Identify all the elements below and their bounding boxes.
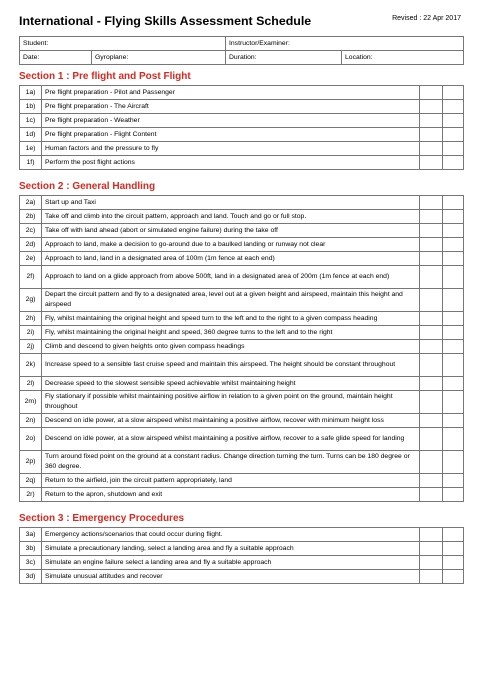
assessment-box-1[interactable] (420, 156, 443, 170)
skill-row (20, 289, 464, 312)
skill-description: Fly, whilst maintaining the original height and speed, 360 degree turns to the left and to the right (42, 326, 420, 340)
skill-number: 2l) (20, 377, 42, 391)
skill-row (20, 377, 464, 391)
assessment-box-2[interactable] (443, 488, 464, 502)
skill-row (20, 570, 464, 584)
skill-description: Approach to land, make a decision to go-around due to a baulked landing or runway not clear (42, 238, 420, 252)
assessment-box-2[interactable] (443, 142, 464, 156)
skill-description: Fly stationary if possible whilst maintaining positive airflow in relation to a given point on the ground, maintain height throughout (42, 391, 420, 414)
skill-description: Simulate a precautionary landing, select a landing area and fly a suitable approach (42, 542, 420, 556)
skill-number: 2r) (20, 488, 42, 502)
assessment-box-2[interactable] (443, 428, 464, 451)
assessment-box-2[interactable] (443, 326, 464, 340)
assessment-box-2[interactable] (443, 542, 464, 556)
assessment-box-1[interactable] (420, 326, 443, 340)
skill-description: Pre flight preparation - Pilot and Passenger (42, 86, 420, 100)
skill-number: 3d) (20, 570, 42, 584)
duration-field[interactable]: Duration: (226, 51, 342, 65)
skill-description: Human factors and the pressure to fly (42, 142, 420, 156)
skill-description: Start up and Taxi (42, 196, 420, 210)
assessment-box-1[interactable] (420, 570, 443, 584)
skill-number: 1d) (20, 128, 42, 142)
skill-description: Decrease speed to the slowest sensible speed achievable whilst maintaining height (42, 377, 420, 391)
assessment-box-1[interactable] (420, 224, 443, 238)
assessment-box-2[interactable] (443, 86, 464, 100)
skill-number: 1f) (20, 156, 42, 170)
assessment-box-2[interactable] (443, 556, 464, 570)
skill-number: 1e) (20, 142, 42, 156)
skill-row (20, 428, 464, 451)
assessment-box-2[interactable] (443, 528, 464, 542)
skill-row (20, 556, 464, 570)
assessment-box-2[interactable] (443, 252, 464, 266)
assessment-box-1[interactable] (420, 142, 443, 156)
assessment-box-2[interactable] (443, 414, 464, 428)
skill-description: Simulate an engine failure select a landing area and fly a suitable approach (42, 556, 420, 570)
skill-description: Approach to land, land in a designated area of 100m (1m fence at each end) (42, 252, 420, 266)
skill-number: 3c) (20, 556, 42, 570)
skill-number: 1b) (20, 100, 42, 114)
skill-row (20, 326, 464, 340)
section-1-table (19, 85, 464, 170)
skill-number: 3b) (20, 542, 42, 556)
skill-number: 2p) (20, 451, 42, 474)
skill-number: 1c) (20, 114, 42, 128)
assessment-box-1[interactable] (420, 100, 443, 114)
skill-description: Take off with land ahead (abort or simulated engine failure) during the take off (42, 224, 420, 238)
assessment-box-2[interactable] (443, 224, 464, 238)
skill-number: 2n) (20, 414, 42, 428)
skill-number: 2d) (20, 238, 42, 252)
assessment-box-2[interactable] (443, 114, 464, 128)
info-table (19, 36, 464, 65)
skill-row (20, 128, 464, 142)
skill-row (20, 451, 464, 474)
skill-row (20, 528, 464, 542)
skill-description: Descend on idle power, at a slow airspeed whilst maintaining a positive airflow, recover with minimum height loss (42, 414, 420, 428)
skill-number: 2h) (20, 312, 42, 326)
skill-description: Turn around fixed point on the ground at a constant radius. Change direction turning the turn. Turns can be 180 degree or 360 degree. (42, 451, 420, 474)
assessment-box-1[interactable] (420, 210, 443, 224)
skill-number: 2a) (20, 196, 42, 210)
skill-description: Simulate unusual attitudes and recover (42, 570, 420, 584)
assessment-box-1[interactable] (420, 528, 443, 542)
date-field[interactable]: Date: (20, 51, 92, 65)
assessment-box-1[interactable] (420, 488, 443, 502)
skill-number: 2c) (20, 224, 42, 238)
assessment-box-1[interactable] (420, 556, 443, 570)
assessment-box-1[interactable] (420, 428, 443, 451)
assessment-box-2[interactable] (443, 128, 464, 142)
assessment-box-2[interactable] (443, 474, 464, 488)
assessment-box-2[interactable] (443, 340, 464, 354)
assessment-box-2[interactable] (443, 377, 464, 391)
assessment-box-2[interactable] (443, 570, 464, 584)
skill-row (20, 114, 464, 128)
sections-container (19, 68, 463, 584)
skill-row (20, 238, 464, 252)
skill-description: Approach to land on a glide approach from above 500ft, land in a designated area of 200m (1m fence at each end) (42, 266, 420, 289)
skill-description: Increase speed to a sensible fast cruise speed and maintain this airspeed. The height should be constant throughout (42, 354, 420, 377)
assessment-box-1[interactable] (420, 542, 443, 556)
assessment-box-2[interactable] (443, 451, 464, 474)
skill-description: Pre flight preparation - The Aircraft (42, 100, 420, 114)
skill-description: Pre flight preparation - Flight Content (42, 128, 420, 142)
skill-number: 2q) (20, 474, 42, 488)
skill-row (20, 142, 464, 156)
section-2-table (19, 195, 464, 502)
assessment-box-2[interactable] (443, 312, 464, 326)
skill-number: 2i) (20, 326, 42, 340)
assessment-box-2[interactable] (443, 196, 464, 210)
document-header (19, 12, 463, 36)
skill-row (20, 542, 464, 556)
assessment-box-1[interactable] (420, 252, 443, 266)
assessment-box-2[interactable] (443, 238, 464, 252)
assessment-box-1[interactable] (420, 128, 443, 142)
location-field[interactable]: Location: (342, 51, 464, 65)
skill-row (20, 196, 464, 210)
assessment-box-1[interactable] (420, 114, 443, 128)
skill-row (20, 340, 464, 354)
assessment-box-2[interactable] (443, 289, 464, 312)
skill-description: Climb and descend to given heights onto given compass headings (42, 340, 420, 354)
skill-description: Perform the post flight actions (42, 156, 420, 170)
student-field[interactable]: Student: (20, 37, 226, 51)
skill-row (20, 354, 464, 377)
skill-row (20, 474, 464, 488)
skill-number: 1a) (20, 86, 42, 100)
skill-description: Take off and climb into the circuit pattern, approach and land. Touch and go or full stop. (42, 210, 420, 224)
skill-number: 2f) (20, 266, 42, 289)
assessment-box-2[interactable] (443, 266, 464, 289)
skill-row (20, 86, 464, 100)
assessment-box-2[interactable] (443, 210, 464, 224)
skill-number: 2o) (20, 428, 42, 451)
skill-row (20, 312, 464, 326)
skill-number: 2e) (20, 252, 42, 266)
assessment-box-2[interactable] (443, 391, 464, 414)
skill-row (20, 414, 464, 428)
skill-number: 2m) (20, 391, 42, 414)
skill-description: Emergency actions/scenarios that could occur during flight. (42, 528, 420, 542)
gyroplane-field[interactable]: Gyroplane: (92, 51, 226, 65)
skill-row (20, 224, 464, 238)
assessment-box-1[interactable] (420, 391, 443, 414)
info-row-2 (20, 51, 464, 65)
section-3-table (19, 527, 464, 584)
skill-description: Pre flight preparation - Weather (42, 114, 420, 128)
section-3-title: Section 3 : Emergency Procedures (19, 513, 185, 524)
skill-number: 2k) (20, 354, 42, 377)
assessment-box-1[interactable] (420, 196, 443, 210)
assessment-box-2[interactable] (443, 156, 464, 170)
assessment-box-1[interactable] (420, 451, 443, 474)
section-2-title: Section 2 : General Handling (19, 181, 156, 192)
skill-number: 3a) (20, 528, 42, 542)
assessment-box-1[interactable] (420, 377, 443, 391)
skill-row (20, 488, 464, 502)
assessment-box-1[interactable] (420, 340, 443, 354)
skill-row (20, 100, 464, 114)
assessment-box-1[interactable] (420, 414, 443, 428)
assessment-box-1[interactable] (420, 354, 443, 377)
skill-row (20, 210, 464, 224)
skill-description: Return to the airfield, join the circuit pattern appropriately, land (42, 474, 420, 488)
document-title: International - Flying Skills Assessment Schedule (19, 14, 312, 28)
assessment-box-2[interactable] (443, 354, 464, 377)
skill-row (20, 156, 464, 170)
skill-number: 2b) (20, 210, 42, 224)
assessment-box-1[interactable] (420, 289, 443, 312)
assessment-schedule (19, 12, 463, 584)
skill-row (20, 252, 464, 266)
skill-row (20, 391, 464, 414)
skill-description: Depart the circuit pattern and fly to a designated area, level out at a given height and airspeed, maintain this height and airspeed (42, 289, 420, 312)
revision-date: Revised : 22 Apr 2017 (392, 15, 461, 22)
assessment-box-1[interactable] (420, 86, 443, 100)
info-row-1 (20, 37, 464, 51)
skill-number: 2j) (20, 340, 42, 354)
assessment-box-1[interactable] (420, 266, 443, 289)
section-1-title: Section 1 : Pre flight and Post Flight (19, 71, 191, 82)
skill-description: Fly, whilst maintaining the original height and speed turn to the left and to the right to a given compass heading (42, 312, 420, 326)
assessment-box-1[interactable] (420, 238, 443, 252)
assessment-box-1[interactable] (420, 312, 443, 326)
assessment-box-1[interactable] (420, 474, 443, 488)
instructor-field[interactable]: Instructor/Examiner: (226, 37, 464, 51)
skill-number: 2g) (20, 289, 42, 312)
skill-description: Descend on idle power, at a slow airspeed whilst maintaining a positive airflow, recover to a safe glide speed for landing (42, 428, 420, 451)
skill-description: Return to the apron, shutdown and exit (42, 488, 420, 502)
skill-row (20, 266, 464, 289)
assessment-box-2[interactable] (443, 100, 464, 114)
